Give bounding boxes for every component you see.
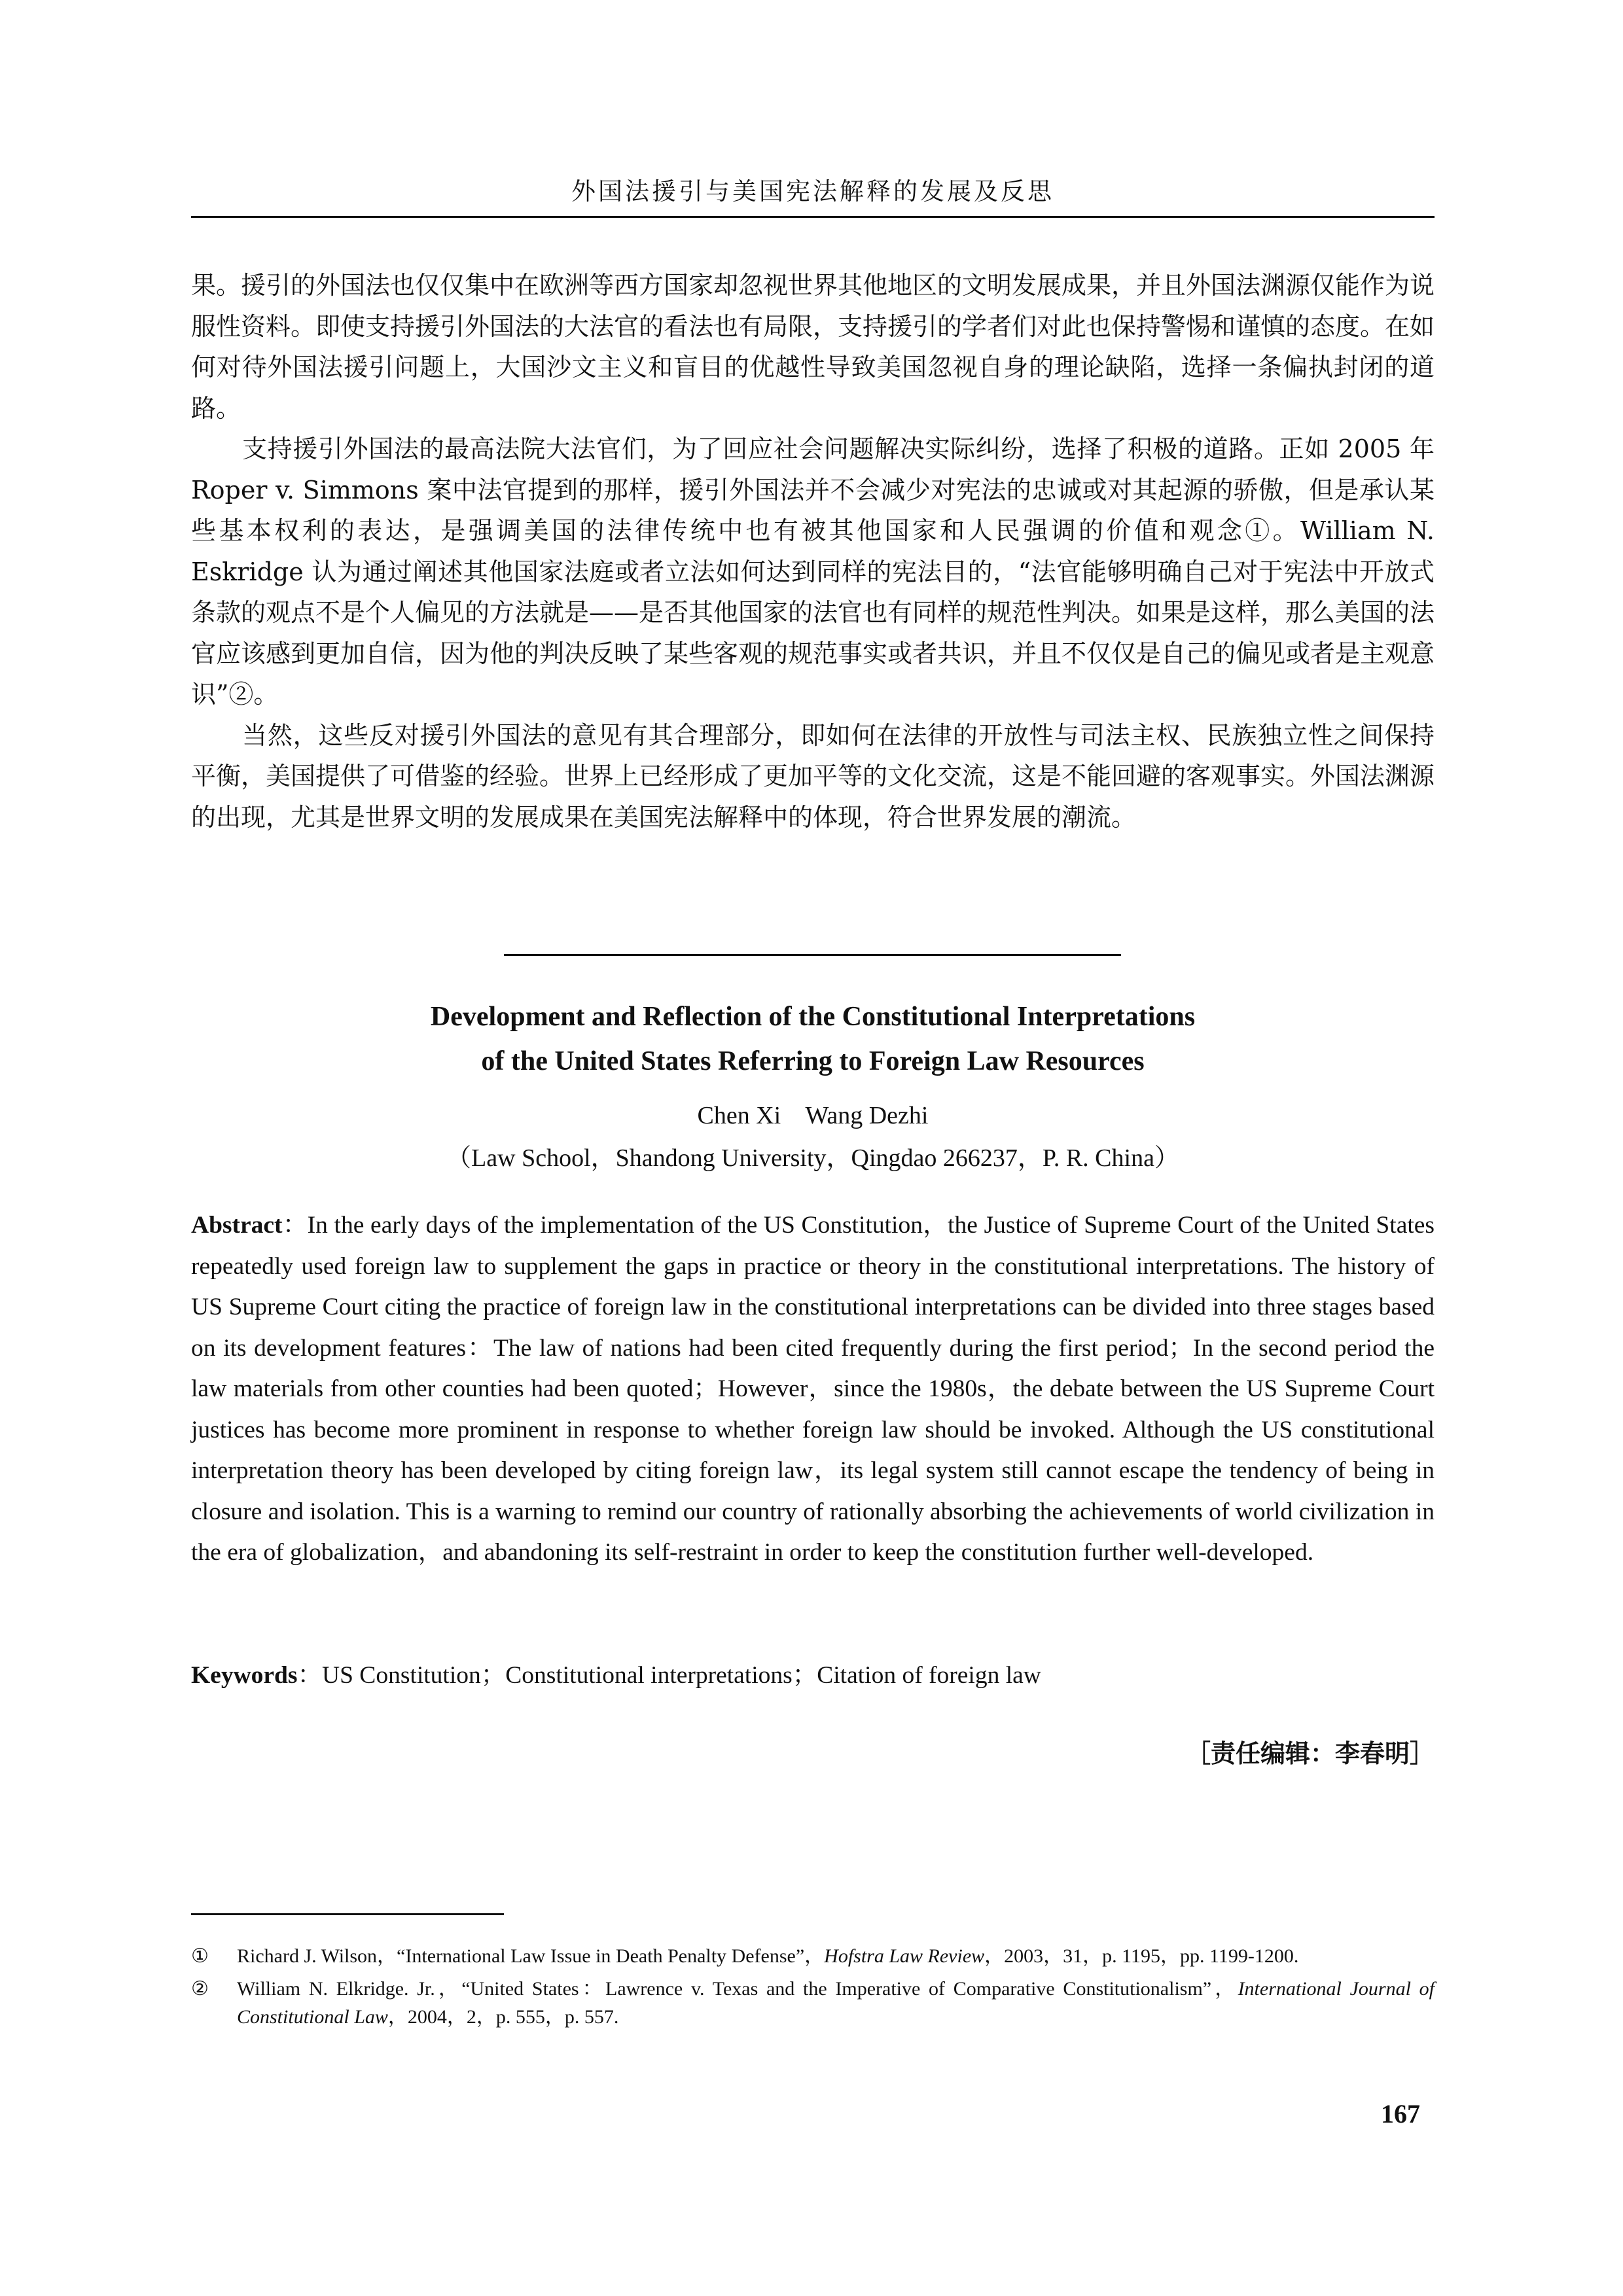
keywords-text: ：US Constitution；Constitutional interpretations；Citation of foreign law [297, 1662, 1041, 1689]
keywords-label: Keywords [191, 1662, 298, 1689]
body-paragraph: 果。援引的外国法也仅仅集中在欧洲等西方国家却忽视世界其他地区的文明发展成果，并且外国法渊源仅能作为说服性资料。即使支持援引外国法的大法官的看法也有局限，支持援引的学者们对此也保持警惕和谨慎的态度。在如何对待外国法援引问题上，大国沙文主义和盲目的优越性导致美国忽视自身的理论缺陷，选择一条偏执封闭的道路。 [191, 271, 1435, 423]
header-rule [191, 216, 1435, 218]
footnote-rule [191, 1913, 504, 1915]
keywords [191, 1655, 1435, 1697]
footnote-text: William N. Elkridge. Jr.，“United States：Lawrence v. Texas and the Imperative of Comparative Constitutionalism”， [237, 1978, 1238, 2000]
footnote-text: ，2004，2，p. 555，p. 557. [387, 2006, 619, 2028]
footnote [191, 1942, 1435, 1970]
body-paragraph: 支持援引外国法的最高法院大法官们，为了回应社会问题解决实际纠纷，选择了积极的道路。正如 2005 年 Roper v. Simmons 案中法官提到的那样，援引外国法并不会减少对宪法的忠诚或对其起源的骄傲，但是承认某些基本权利的表达，是强调美国的法律传统中也有被其他国家和人民强调的价值和观念①。William N. Eskridge 认为通过阐述其他国家法庭或者立法如何达到同样的宪法目的，“法官能够明确自己对于宪法中开放式条款的观点不是个人偏见的方法就是——是否其他国家的法官也有同样的规范性判决。如果是这样，那么美国的法官应该感到更加自信，因为他的判决反映了某些客观的规范事实或者共识，并且不仅仅是自己的偏见或者是主观意识”②。 [191, 434, 1435, 709]
english-title-line: of the United States Referring to Foreign Law Resources [481, 1046, 1145, 1076]
footnote-mark: ② [191, 1978, 209, 2000]
abstract-text: ：In the early days of the implementation of the US Constitution，the Justice of Supreme Court of the United States repeatedly used foreign law to supplement the gaps in practice or theory in the constitutional interpretations. The history of US Supreme Court citing the practice of foreign law in the constitutional interpretations can be divided into three stages based on its development features：The law of nations had been cited frequently during the first period；In the second period the law materials from other counties had been quoted；However，since the 1980s，the debate between the US Supreme Court justices has become more prominent in response to whether foreign law should be invoked. Although the US constitutional interpretation theory has been developed by citing foreign law，its legal system still cannot escape the tendency of being in closure and isolation. This is a warning to remind our country of rationally absorbing the achievements of world civilization in the era of globalization，and abandoning its self-restraint in order to keep the constitution further well-developed. [191, 1212, 1435, 1566]
abstract [191, 1205, 1435, 1574]
footnote-mark: ① [191, 1945, 209, 1967]
page-number: 167 [1381, 2099, 1420, 2128]
english-title-line: Development and Reflection of the Constitutional Interpretations [430, 1002, 1196, 1032]
english-title [191, 995, 1435, 1084]
running-head: 外国法援引与美国宪法解释的发展及反思 [571, 177, 1054, 205]
abstract-label: Abstract [191, 1212, 283, 1239]
footnote-text: Richard J. Wilson，“International Law Issue in Death Penalty Defense”， [237, 1945, 825, 1967]
body-paragraph: 当然，这些反对援引外国法的意见有其合理部分，即如何在法律的开放性与司法主权、民族独立性之间保持平衡，美国提供了可借鉴的经验。世界上已经形成了更加平等的文化交流，这是不能回避的客观事实。外国法渊源的出现，尤其是世界文明的发展成果在美国宪法解释中的体现，符合世界发展的潮流。 [191, 720, 1435, 832]
authors: Chen Xi Wang Dezhi [697, 1102, 929, 1129]
affiliation: （Law School，Shandong University，Qingdao 266237，P. R. China） [446, 1144, 1179, 1172]
footnote [191, 1975, 1435, 2031]
responsible-editor: ［责任编辑：李春明］ [1185, 1739, 1435, 1768]
chinese-body-text [191, 265, 1435, 838]
footnote-journal: Hofstra Law Review [824, 1945, 985, 1967]
footnote-text: ，2003，31，p. 1195，pp. 1199-1200. [984, 1945, 1299, 1967]
footnotes [191, 1942, 1435, 2036]
footnote-journal: International Journal of Constitutional Law [237, 1978, 1435, 2028]
section-separator [504, 954, 1121, 956]
